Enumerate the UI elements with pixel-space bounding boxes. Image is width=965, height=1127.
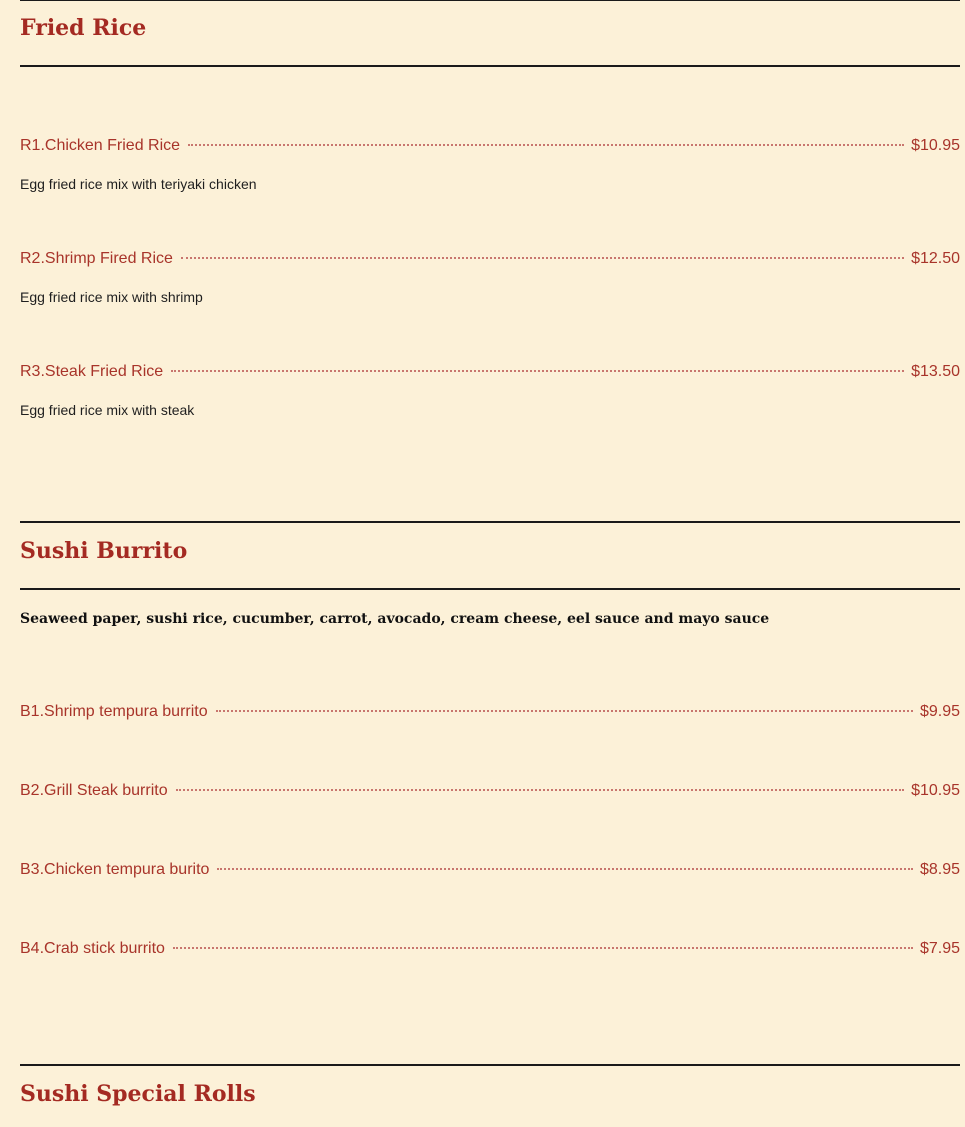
menu-item-name: R1.Chicken Fried Rice: [20, 137, 181, 154]
menu-item-b1: [20, 703, 960, 727]
menu-item-r3: [20, 363, 960, 387]
section-title-fried-rice: Fried Rice: [20, 15, 147, 41]
menu-item-price: $13.50: [911, 363, 960, 380]
menu-item-description: Egg fried rice mix with shrimp: [20, 289, 203, 305]
menu-item-price: $7.95: [919, 940, 960, 957]
menu-item-b3: [20, 861, 960, 885]
menu-item-r1: [20, 137, 960, 161]
dot-leader: [173, 947, 913, 949]
menu-item-price: $8.95: [919, 861, 960, 878]
menu-item-description: Egg fried rice mix with teriyaki chicken: [20, 176, 257, 192]
section-title-sushi-special-rolls: Sushi Special Rolls: [20, 1081, 256, 1107]
dot-leader: [216, 710, 913, 712]
menu-item-price: $10.95: [911, 137, 960, 154]
section-top-rule: [20, 521, 960, 523]
section-top-rule: [20, 0, 960, 1]
dot-leader: [181, 257, 904, 259]
section-title-sushi-burrito: Sushi Burrito: [20, 538, 188, 564]
menu-item-r2: [20, 250, 960, 274]
menu-item-price: $12.50: [911, 250, 960, 267]
section-description: Seaweed paper, sushi rice, cucumber, carrot, avocado, cream cheese, eel sauce and mayo sauce: [20, 611, 770, 627]
dot-leader: [188, 144, 904, 146]
menu-item-name: B3.Chicken tempura burito: [20, 861, 210, 878]
dot-leader: [171, 370, 904, 372]
menu-item-name: B2.Grill Steak burrito: [20, 782, 168, 799]
menu-item-b2: [20, 782, 960, 806]
menu-item-name: R2.Shrimp Fired Rice: [20, 250, 173, 267]
menu-item-price: $10.95: [911, 782, 960, 799]
menu-item-name: R3.Steak Fried Rice: [20, 363, 164, 380]
menu-item-name: B1.Shrimp tempura burrito: [20, 703, 208, 720]
menu-item-description: Egg fried rice mix with steak: [20, 402, 195, 418]
menu-item-price: $9.95: [919, 703, 960, 720]
menu-item-name: B4.Crab stick burrito: [20, 940, 165, 957]
menu-item-b4: [20, 940, 960, 964]
section-header-rule: [20, 588, 960, 590]
dot-leader: [176, 789, 904, 791]
section-header-rule: [20, 65, 960, 67]
dot-leader: [217, 868, 913, 870]
section-top-rule: [20, 1064, 960, 1066]
